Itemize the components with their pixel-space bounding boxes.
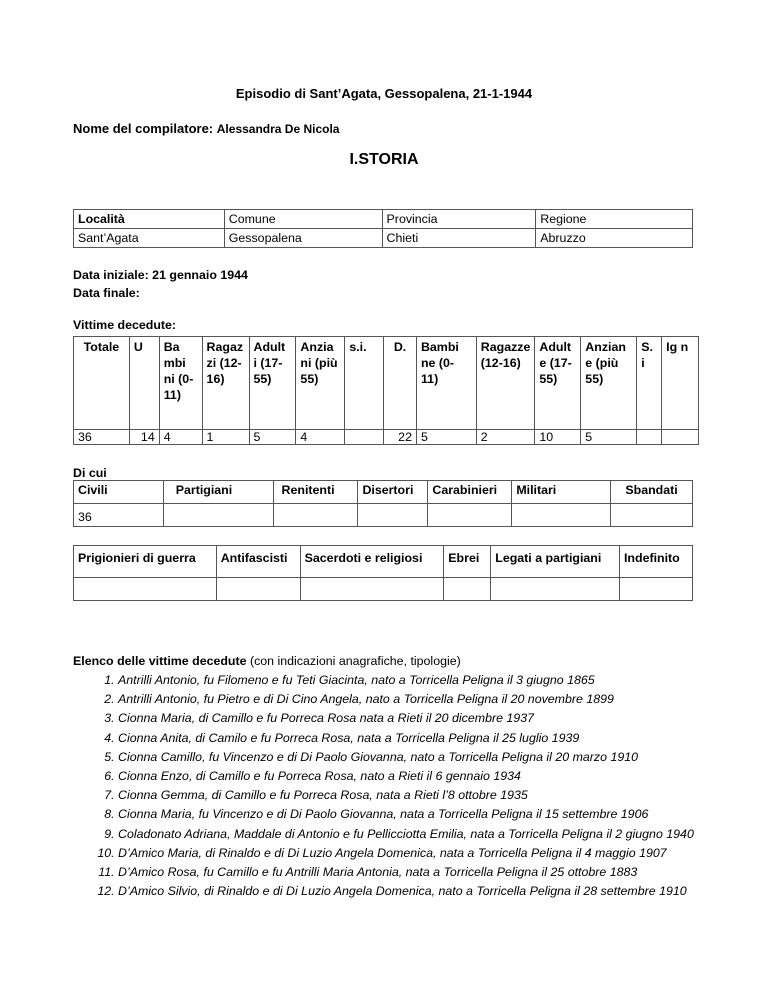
- categorie-table-2: [73, 545, 693, 601]
- cat-header-civili: Civili: [74, 481, 164, 504]
- vittime-header-bambini: Ba mbi ni (0- 11): [159, 337, 202, 430]
- location-value-regione: Abruzzo: [536, 229, 693, 248]
- elenco-title: [73, 654, 461, 668]
- vittime-value-ragazze: 2: [476, 430, 535, 445]
- list-item: 2. Antrilli Antonio, fu Pietro e di Di Cino Angela, nato a Torricella Peligna il 20 novembre 1899: [118, 690, 748, 709]
- dates-block: [73, 266, 248, 302]
- vittime-value-bambini: 4: [159, 430, 202, 445]
- cat-value-antifascisti: [216, 578, 300, 601]
- cat-value-renitenti: [273, 504, 358, 527]
- compilatore-line: [73, 121, 339, 136]
- vittime-value-adulti: 5: [249, 430, 296, 445]
- location-value-comune: Gessopalena: [224, 229, 382, 248]
- cat-header-carabinieri: Carabinieri: [428, 481, 512, 504]
- cat-header-antifascisti: Antifascisti: [216, 546, 300, 578]
- compilatore-value: Alessandra De Nicola: [216, 122, 340, 136]
- list-item: 11. D’Amico Rosa, fu Camillo e fu Antrilli Maria Antonia, nata a Torricella Peligna il 25 ottobre 1883: [118, 863, 748, 882]
- vittime-header-u: U: [129, 337, 159, 430]
- cat-value-ebrei: [444, 578, 491, 601]
- list-item: 3. Cionna Maria, di Camillo e fu Porreca Rosa nata a Rieti il 20 dicembre 1937: [118, 709, 748, 728]
- cat-value-partigiani: [163, 504, 273, 527]
- list-item: 4. Cionna Anita, di Camilo e fu Porreca Rosa, nata a Torricella Peligna il 25 luglio 1939: [118, 729, 748, 748]
- cat-header-ebrei: Ebrei: [444, 546, 491, 578]
- vittime-header-totale: Totale: [74, 337, 130, 430]
- location-header-provincia: Provincia: [382, 210, 536, 229]
- list-item: 9. Coladonato Adriana, Maddale di Antonio e fu Pellicciotta Emilia, nata a Torricella Peligna il 2 giugno 1940: [118, 825, 748, 844]
- location-value-row: [74, 229, 693, 248]
- vittime-header-adulti: Adult i (17- 55): [249, 337, 296, 430]
- vittime-header-anziane: Anzian e (più 55): [581, 337, 637, 430]
- location-header-comune: Comune: [224, 210, 382, 229]
- date-end: Data finale:: [73, 286, 140, 300]
- cat-header-sacerdoti: Sacerdoti e religiosi: [300, 546, 444, 578]
- vittime-header-si: s.i.: [345, 337, 384, 430]
- vittime-header-ragazzi: Ragaz zi (12- 16): [202, 337, 249, 430]
- vittime-value-anziani: 4: [296, 430, 345, 445]
- vittime-value-row: [74, 430, 699, 445]
- vittime-header-bambine: Bambi ne (0- 11): [416, 337, 476, 430]
- cat-header-legati: Legati a partigiani: [491, 546, 620, 578]
- vittime-value-adulte: 10: [535, 430, 581, 445]
- vittime-header-row: [74, 337, 699, 430]
- cat-header-prigionieri: Prigionieri di guerra: [74, 546, 217, 578]
- categorie-1-header-row: [74, 481, 693, 504]
- vittime-value-ign: [662, 430, 699, 445]
- cat-header-sbandati: Sbandati: [611, 481, 693, 504]
- vittime-value-ragazzi: 1: [202, 430, 249, 445]
- cat-value-civili: 36: [74, 504, 164, 527]
- list-item: 7. Cionna Gemma, di Camillo e fu Porreca Rosa, nata a Rieti l’8 ottobre 1935: [118, 786, 748, 805]
- list-item: 5. Cionna Camillo, fu Vincenzo e di Di Paolo Giovanna, nato a Torricella Peligna il 20 marzo 1910: [118, 748, 748, 767]
- vittime-header-ign: Ig n: [662, 337, 699, 430]
- list-item: 1. Antrilli Antonio, fu Filomeno e fu Teti Giacinta, nato a Torricella Peligna il 3 giugno 1865: [118, 671, 748, 690]
- cat-header-militari: Militari: [512, 481, 611, 504]
- list-item: 12. D’Amico Silvio, di Rinaldo e di Di Luzio Angela Domenica, nato a Torricella Peligna il 28 settembre 1910: [118, 882, 748, 901]
- cat-value-militari: [512, 504, 611, 527]
- vittime-list: [73, 671, 748, 901]
- cat-value-sbandati: [611, 504, 693, 527]
- vittime-header-s-i: S. i: [637, 337, 662, 430]
- list-item: 10. D’Amico Maria, di Rinaldo e di Di Luzio Angela Domenica, nata a Torricella Peligna il 4 maggio 1907: [118, 844, 748, 863]
- cat-header-partigiani: Partigiani: [163, 481, 273, 504]
- vittime-header-adulte: Adult e (17- 55): [535, 337, 581, 430]
- location-value-localita: Sant’Agata: [74, 229, 225, 248]
- location-value-provincia: Chieti: [382, 229, 536, 248]
- cat-header-disertori: Disertori: [358, 481, 428, 504]
- categorie-1-value-row: [74, 504, 693, 527]
- vittime-header-anziani: Anzia ni (più 55): [296, 337, 345, 430]
- cat-value-carabinieri: [428, 504, 512, 527]
- document-title: Episodio di Sant’Agata, Gessopalena, 21-1-1944: [235, 86, 533, 101]
- cat-value-legati: [491, 578, 620, 601]
- categorie-2-header-row: [74, 546, 693, 578]
- categorie-2-value-row: [74, 578, 693, 601]
- compilatore-label: Nome del compilatore:: [73, 121, 214, 136]
- location-header-localita: Località: [74, 210, 225, 229]
- cat-value-sacerdoti: [300, 578, 444, 601]
- vittime-value-bambine: 5: [416, 430, 476, 445]
- section-title: I.STORIA: [349, 151, 419, 168]
- cat-header-renitenti: Renitenti: [273, 481, 358, 504]
- vittime-table: [73, 336, 699, 445]
- vittime-header-ragazze: Ragazze (12-16): [476, 337, 535, 430]
- cat-value-prigionieri: [74, 578, 217, 601]
- cat-header-indefinito: Indefinito: [619, 546, 692, 578]
- elenco-title-rest: (con indicazioni anagrafiche, tipologie): [246, 654, 461, 668]
- location-header-row: [74, 210, 693, 229]
- cat-value-indefinito: [619, 578, 692, 601]
- location-table: [73, 209, 693, 248]
- date-start: Data iniziale: 21 gennaio 1944: [73, 268, 248, 282]
- vittime-label: Vittime decedute:: [73, 318, 177, 332]
- vittime-value-s-i: [637, 430, 662, 445]
- vittime-header-d: D.: [384, 337, 417, 430]
- vittime-value-si: [345, 430, 384, 445]
- location-header-regione: Regione: [536, 210, 693, 229]
- vittime-value-totale: 36: [74, 430, 130, 445]
- cat-value-disertori: [358, 504, 428, 527]
- list-item: 8. Cionna Maria, fu Vincenzo e di Di Paolo Giovanna, nata a Torricella Peligna il 15 settembre 1906: [118, 805, 748, 824]
- list-item: 6. Cionna Enzo, di Camillo e fu Porreca Rosa, nato a Rieti il 6 gennaio 1934: [118, 767, 748, 786]
- vittime-value-anziane: 5: [581, 430, 637, 445]
- elenco-title-bold: Elenco delle vittime decedute: [73, 654, 247, 668]
- categorie-table-1: [73, 480, 693, 527]
- vittime-value-u: 14: [129, 430, 159, 445]
- di-cui-label: Di cui: [73, 466, 107, 480]
- vittime-value-d: 22: [384, 430, 417, 445]
